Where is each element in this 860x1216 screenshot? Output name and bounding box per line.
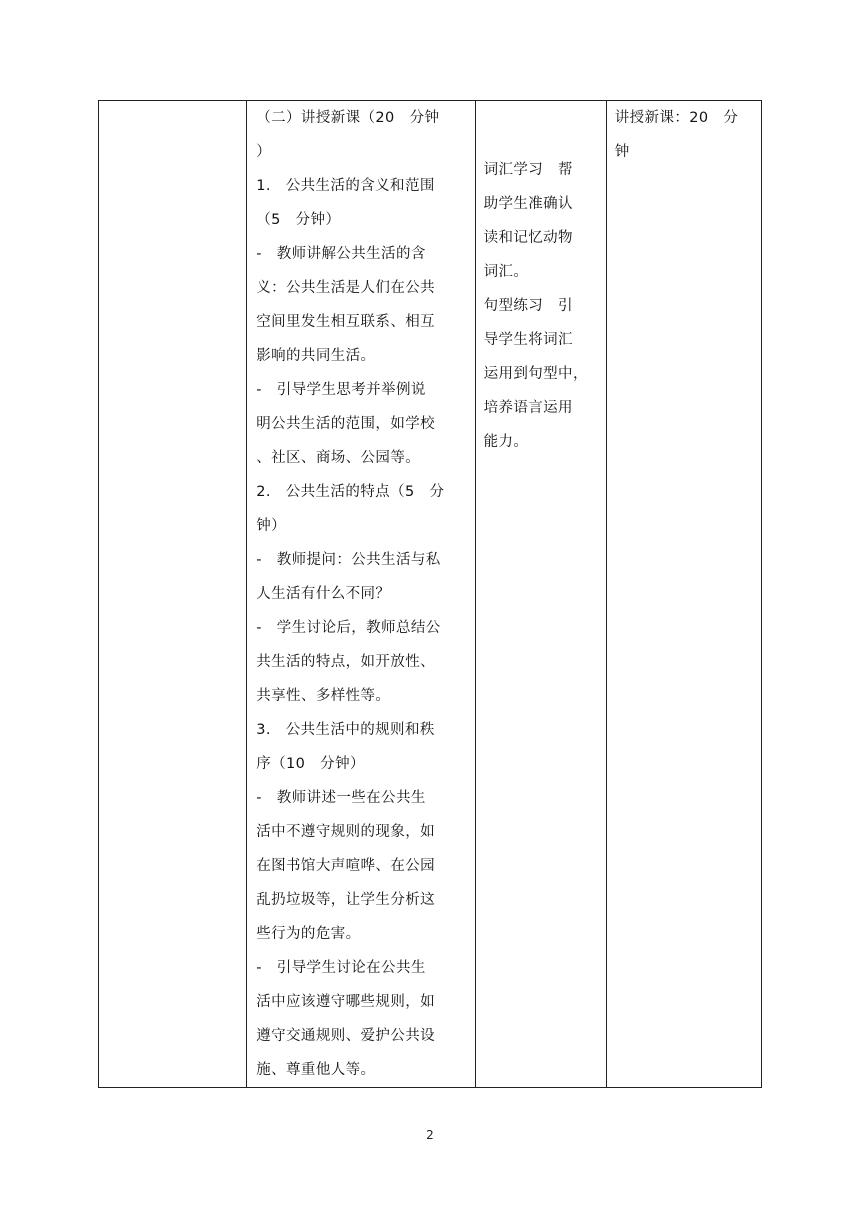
teaching-process-line: 遵守交通规则、爱护公共设	[256, 1028, 436, 1044]
design-intent-line: 读和记忆动物	[483, 230, 573, 246]
teaching-process-cell	[247, 101, 475, 1088]
time-allocation-line: 讲授新课：20 分	[614, 110, 739, 126]
teaching-process-line: 1. 公共生活的含义和范围	[256, 178, 435, 194]
teaching-process-line: - 学生讨论后，教师总结公	[256, 620, 441, 636]
design-intent-line: 运用到句型中，	[483, 366, 588, 382]
teaching-process-line: （二）讲授新课（20 分钟	[256, 110, 440, 126]
design-intent-line: 导学生将词汇	[483, 332, 573, 348]
lesson-plan-table	[98, 100, 762, 1088]
teaching-process-line: - 教师讲述一些在公共生	[256, 790, 426, 806]
teaching-process-line: 活中不遵守规则的现象，如	[256, 824, 436, 840]
teaching-process-line: 明公共生活的范围，如学校	[256, 416, 436, 432]
design-intent-line: 词汇。	[483, 264, 529, 280]
teaching-process-line: - 引导学生思考并举例说	[256, 382, 426, 398]
time-allocation-text	[607, 101, 761, 169]
teaching-process-line: 2. 公共生活的特点（5 分	[256, 484, 445, 500]
design-intent-cell	[475, 101, 606, 1088]
teaching-process-line: 影响的共同生活。	[256, 348, 376, 364]
time-allocation-cell	[606, 101, 761, 1088]
teaching-process-line: - 教师提问：公共生活与私	[256, 552, 441, 568]
teaching-process-line: ）	[256, 144, 272, 160]
teaching-process-text	[247, 101, 474, 1087]
teaching-process-line: 义：公共生活是人们在公共	[256, 280, 436, 296]
teaching-process-line: - 引导学生讨论在公共生	[256, 960, 426, 976]
teaching-process-line: 序（10 分钟）	[256, 756, 365, 772]
design-intent-line: 句型练习 引	[483, 298, 573, 314]
teaching-process-line: 共生活的特点，如开放性、	[256, 654, 436, 670]
teaching-process-line: - 教师讲解公共生活的含	[256, 246, 426, 262]
teaching-process-line: 些行为的危害。	[256, 926, 361, 942]
design-intent-text	[476, 101, 606, 459]
teaching-process-line: 钟）	[256, 518, 287, 534]
empty-cell	[99, 101, 247, 1088]
page-number: 2	[426, 1128, 434, 1142]
teaching-process-line: 施、尊重他人等。	[256, 1062, 376, 1078]
time-allocation-line: 钟	[614, 144, 630, 160]
teaching-process-line: 共享性、多样性等。	[256, 688, 391, 704]
design-intent-line: 培养语言运用	[483, 400, 573, 416]
teaching-process-line: 3. 公共生活中的规则和秩	[256, 722, 435, 738]
teaching-process-line: 、社区、商场、公园等。	[256, 450, 421, 466]
teaching-process-line: 人生活有什么不同？	[256, 586, 391, 602]
design-intent-line: 词汇学习 帮	[483, 162, 573, 178]
teaching-process-line: 在图书馆大声喧哗、在公园	[256, 858, 436, 874]
teaching-process-line: 空间里发生相互联系、相互	[256, 314, 436, 330]
teaching-process-line: （5 分钟）	[256, 212, 341, 228]
design-intent-line: 能力。	[483, 434, 529, 450]
table-row	[99, 101, 762, 1088]
teaching-process-line: 活中应该遵守哪些规则，如	[256, 994, 436, 1010]
design-intent-line: 助学生准确认	[483, 196, 573, 212]
teaching-process-line: 乱扔垃圾等，让学生分析这	[256, 892, 436, 908]
